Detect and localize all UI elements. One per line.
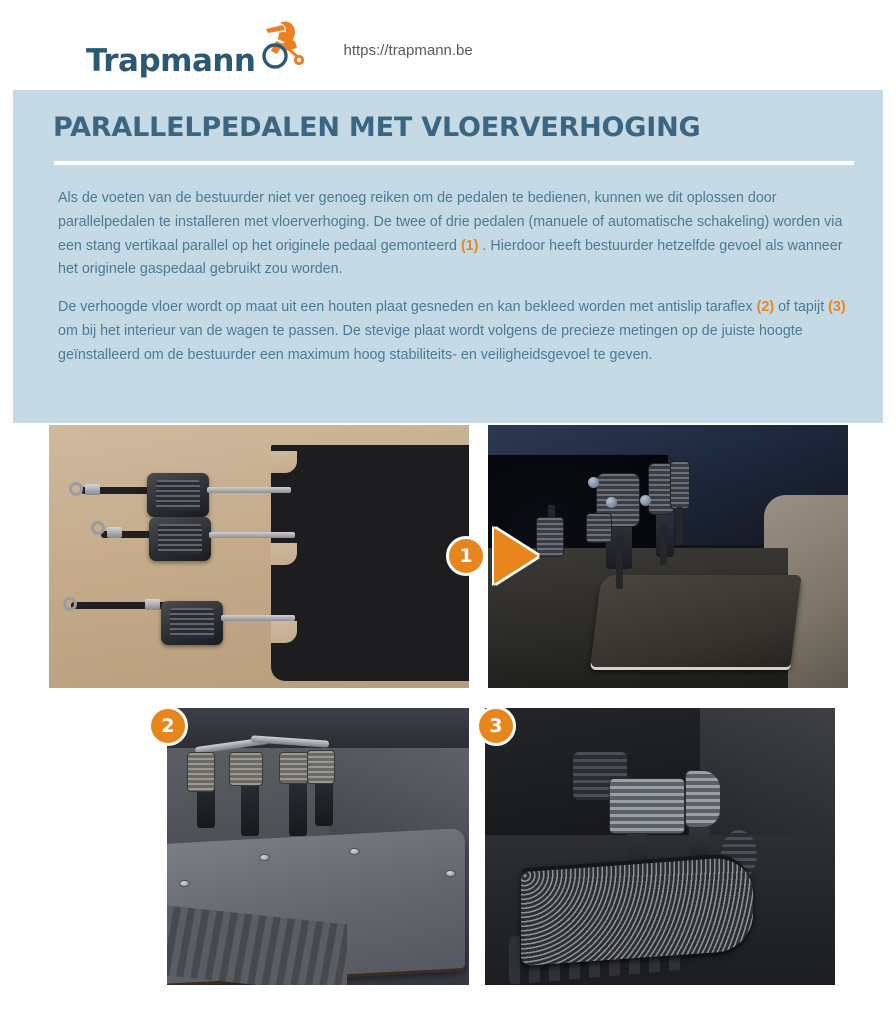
info-panel [13, 90, 883, 423]
page-title: PARALLELPEDALEN MET VLOERVERHOGING [53, 112, 701, 143]
reference-marker-2: (2) [756, 299, 775, 316]
photo-badge-2: 2 [148, 706, 188, 746]
wheelchair-user-icon [252, 19, 308, 71]
paragraph-2 [58, 296, 863, 367]
paragraph-1-text-b: . Hierdoor heeft bestuurder hetzelfde gevoel als wanneer het originele gaspedaal gebruikt zou worden. [58, 237, 843, 278]
paragraph-2-text-b: of tapijt [774, 299, 829, 316]
page-header [0, 0, 896, 90]
panel-body-text [58, 187, 863, 368]
photo-carpet-platform [485, 708, 835, 985]
reference-marker-3: (3) [828, 299, 846, 316]
photo2-raised-platform [590, 575, 801, 667]
pointer-arrow-icon [494, 528, 538, 584]
title-divider [54, 161, 854, 165]
photo-pedal-set [49, 425, 469, 688]
paragraph-1 [58, 187, 863, 282]
photo-badge-1: 1 [446, 536, 486, 576]
paragraph-2-text-c: om bij het interieur van de wagen te passen. De stevige plaat wordt volgens de precieze metingen op de juiste hoogte geïnstalleerd om de bestuurder een maximum hoog stabiliteits- en veiligheidsgevoel te geven. [58, 322, 803, 363]
photo-footwell-installed [488, 425, 848, 688]
photo-badge-3: 3 [476, 706, 516, 746]
site-url[interactable]: https://trapmann.be [343, 41, 473, 59]
brand-logo[interactable] [86, 19, 308, 79]
photo1-floor-mat [271, 445, 469, 681]
photo-taraflex-platform [167, 708, 469, 985]
logo-wordmark: Trapmann [86, 43, 256, 79]
paragraph-2-text-a: De verhoogde vloer wordt op maat uit een houten plaat gesneden en kan bekleed worden met antislip taraflex [58, 299, 757, 316]
paragraph-1-text-a: Als de voeten van de bestuurder niet ver genoeg reiken om de pedalen te bedienen, kunnen we dit oplossen door parallelpedalen te installeren met vloerverhoging. De twee of drie pedalen (manuele of automatische schakeling) worden via een stang vertikaal parallel op het originele pedaal gemonteerd [58, 190, 843, 254]
photo4-raised-carpet-platform [521, 852, 753, 966]
reference-marker-1: (1) [460, 237, 479, 254]
